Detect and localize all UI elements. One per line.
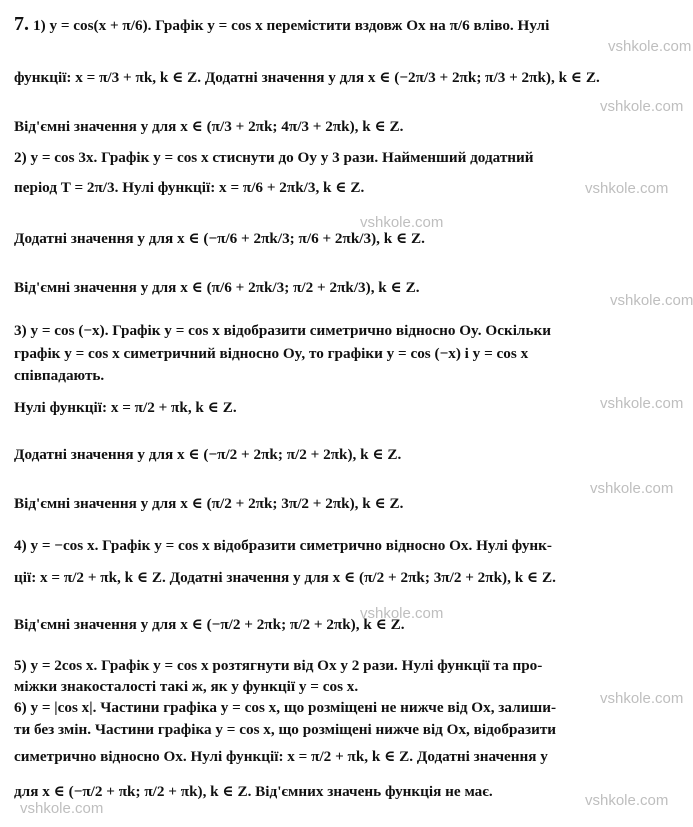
solution-line-16: Від'ємні значення y для x ∈ (−π/2 + 2πk; π/2 + 2πk), k ∈ Z. (14, 616, 405, 633)
solution-line-17: 5) y = 2cos x. Графік y = cos x розтягнути від Ox у 2 рази. Нулі функції та про- (14, 657, 543, 674)
watermark: vshkole.com (585, 792, 669, 809)
solution-line-11: Нулі функції: x = π/2 + πk, k ∈ Z. (14, 399, 237, 416)
watermark: vshkole.com (590, 480, 674, 497)
watermark: vshkole.com (360, 214, 444, 231)
solution-line-20: ти без змін. Частини графіка y = cos x, що розміщені нижче від Ox, відобразити (14, 721, 557, 738)
solution-line-5: період T = 2π/3. Нулі функції: x = π/6 + 2πk/3, k ∈ Z. (14, 179, 365, 196)
watermark: vshkole.com (608, 38, 692, 55)
solution-line-9: графік y = cos x симетричний відносно Oy, то графіки y = cos (−x) і y = cos x (14, 345, 529, 362)
watermark: vshkole.com (600, 690, 684, 707)
solution-line-15: ції: x = π/2 + πk, k ∈ Z. Додатні значення y для x ∈ (π/2 + 2πk; 3π/2 + 2πk), k ∈ Z. (14, 569, 556, 586)
solution-line-18: міжки знакосталості такі ж, як у функції y = cos x. (14, 678, 359, 695)
watermark: vshkole.com (585, 180, 669, 197)
solution-line-3: Від'ємні значення y для x ∈ (π/3 + 2πk; 4π/3 + 2πk), k ∈ Z. (14, 118, 404, 135)
solution-line-21: симетрично відносно Ox. Нулі функції: x = π/2 + πk, k ∈ Z. Додатні значення y (14, 748, 548, 765)
solution-line-1 (14, 14, 673, 36)
solution-line-10: співпадають. (14, 367, 105, 384)
watermark: vshkole.com (360, 605, 444, 622)
solution-line-12: Додатні значення y для x ∈ (−π/2 + 2πk; π/2 + 2πk), k ∈ Z. (14, 446, 402, 463)
solution-line-19: 6) y = |cos x|. Частини графіка y = cos x, що розміщені не нижче від Ox, залиши- (14, 699, 557, 716)
solution-line-7: Від'ємні значення y для x ∈ (π/6 + 2πk/3; π/2 + 2πk/3), k ∈ Z. (14, 279, 420, 296)
watermark: vshkole.com (20, 800, 104, 817)
solution-line-6: Додатні значення y для x ∈ (−π/6 + 2πk/3; π/6 + 2πk/3), k ∈ Z. (14, 230, 425, 247)
problem-number: 7. (14, 13, 29, 35)
solution-line-13: Від'ємні значення y для x ∈ (π/2 + 2πk; 3π/2 + 2πk), k ∈ Z. (14, 495, 404, 512)
solution-line-2: функції: x = π/3 + πk, k ∈ Z. Додатні значення y для x ∈ (−2π/3 + 2πk; π/3 + 2πk), k ∈ Z. (14, 69, 600, 86)
solution-line-4: 2) y = cos 3x. Графік y = cos x стиснути до Oy у 3 рази. Найменший додатний (14, 149, 534, 166)
line-text: 1) y = cos(x + π/6). Графік y = cos x перемістити вздовж Ox на π/6 вліво. Нулі (33, 17, 550, 34)
watermark: vshkole.com (600, 98, 684, 115)
solution-line-14: 4) y = −cos x. Графік y = cos x відобразити симетрично відносно Ox. Нулі функ- (14, 537, 552, 554)
watermark: vshkole.com (600, 395, 684, 412)
watermark: vshkole.com (610, 292, 693, 309)
solution-line-8: 3) y = cos (−x). Графік y = cos x відобразити симетрично відносно Oy. Оскільки (14, 322, 551, 339)
solution-line-22: для x ∈ (−π/2 + πk; π/2 + πk), k ∈ Z. Від'ємних значень функція не має. (14, 783, 493, 800)
